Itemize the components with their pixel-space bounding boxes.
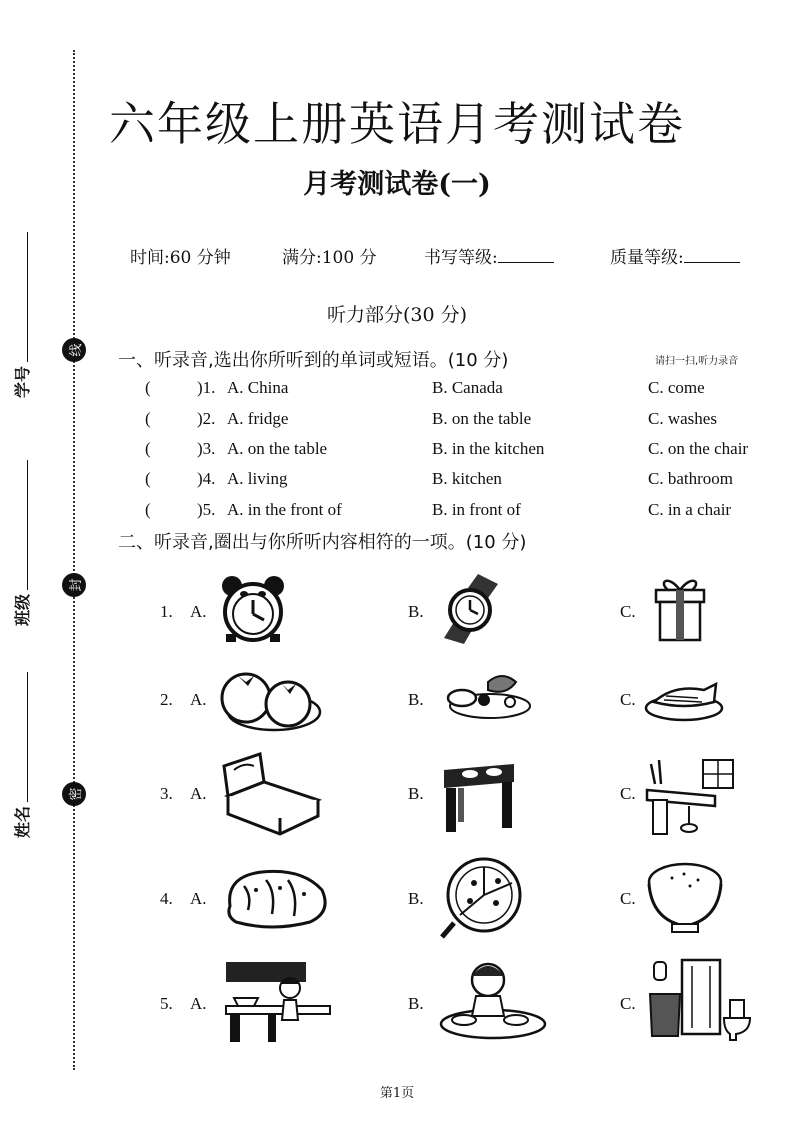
binding-dotted-line [73,50,75,1070]
answer-paren[interactable]: ( [145,500,151,519]
option-c: C. bathroom [648,469,733,488]
picture-option-c[interactable]: C. [620,994,636,1013]
option-a: A. fridge [227,409,289,428]
picture-option-a[interactable]: A. [190,994,207,1013]
question-number: )3. [197,439,216,458]
answer-paren[interactable]: ( [145,378,151,397]
vegetables-icon [440,668,534,722]
picture-row-number: 3. [160,784,173,803]
quality-grade-field [610,243,740,268]
class-field [10,460,33,626]
bed-icon [220,752,322,836]
question-number: )4. [197,469,216,488]
panda-clock-icon [218,572,288,644]
picture-option-c[interactable]: C. [620,690,636,709]
question-number: )1. [197,378,216,397]
tomatoes-icon [214,668,324,734]
boy-eating-icon [438,958,548,1040]
student-id-blank[interactable] [13,232,28,362]
picture-row-number: 2. [160,690,173,709]
part1-heading: 一、听录音,选出你所听到的单词或短语。(10 分) [118,350,509,371]
question-row [145,409,775,435]
student-id-label: 学号 [13,365,32,398]
picture-row-number: 5. [160,994,173,1013]
picture-option-c[interactable]: C. [620,784,636,803]
writing-grade-blank[interactable] [498,248,554,263]
answer-paren[interactable]: ( [145,409,151,428]
picture-option-c[interactable]: C. [620,602,636,621]
picture-row-number: 4. [160,889,173,908]
picture-option-b[interactable]: B. [408,889,424,908]
class-label: 班级 [13,593,32,626]
option-a: A. China [227,378,289,397]
option-c: C. washes [648,409,717,428]
name-field [10,672,33,838]
picture-row-number: 1. [160,602,173,621]
question-number: )5. [197,500,216,519]
rice-bowl-icon [644,858,726,934]
option-a: A. living [227,469,288,488]
binding-mark-line: 线 [62,338,86,362]
time-info: 时间:60 分钟 [130,248,231,268]
page-title: 六年级上册英语月考测试卷 [109,97,685,151]
writing-grade-label: 书写等级: [424,248,498,268]
stove-table-icon [440,760,518,834]
full-score-info: 满分:100 分 [282,248,377,268]
name-blank[interactable] [13,672,28,802]
picture-option-b[interactable]: B. [408,690,424,709]
gift-box-icon [650,572,710,644]
option-b: B. in the kitchen [432,439,545,458]
option-b: B. in front of [432,500,521,519]
bread-icon [222,866,332,930]
picture-option-b[interactable]: B. [408,602,424,621]
quality-grade-label: 质量等级: [610,248,684,268]
option-c: C. in a chair [648,500,732,519]
picture-option-a[interactable]: A. [190,690,207,709]
picture-option-b[interactable]: B. [408,994,424,1013]
option-b: B. on the table [432,409,532,428]
picture-option-a[interactable]: A. [190,784,207,803]
quality-grade-blank[interactable] [684,248,740,263]
picture-option-a[interactable]: A. [190,602,207,621]
question-row [145,378,775,404]
wristwatch-icon [438,572,504,644]
question-row [145,439,775,465]
boy-cooking-icon [224,960,332,1042]
page-number: 第1页 [379,1086,415,1101]
option-c: C. come [648,378,705,397]
picture-option-c[interactable]: C. [620,889,636,908]
picture-option-a[interactable]: A. [190,889,207,908]
answer-paren[interactable]: ( [145,469,151,488]
option-a: A. in the front of [227,500,342,519]
option-c: C. on the chair [648,439,749,458]
writing-grade-field [424,243,554,268]
binding-mark-seal: 封 [62,573,86,597]
question-row [145,500,775,526]
scan-note: 请扫一扫,听力录音 [655,356,739,367]
bathroom-icon [646,958,752,1042]
option-b: B. Canada [432,378,503,397]
fish-plate-icon [644,680,724,722]
pizza-icon [440,855,524,941]
answer-paren[interactable]: ( [145,439,151,458]
name-label: 姓名 [13,805,32,838]
binding-mark-secret: 密 [62,782,86,806]
question-row [145,469,775,495]
kitchen-sink-icon [645,756,737,836]
page-subtitle: 月考测试卷(一) [303,169,491,200]
class-blank[interactable] [13,460,28,590]
listening-section-heading: 听力部分(30 分) [326,304,468,326]
option-b: B. kitchen [432,469,502,488]
picture-option-b[interactable]: B. [408,784,424,803]
option-a: A. on the table [227,439,328,458]
part2-heading: 二、听录音,圈出与你所听内容相符的一项。(10 分) [118,532,527,553]
question-number: )2. [197,409,216,428]
